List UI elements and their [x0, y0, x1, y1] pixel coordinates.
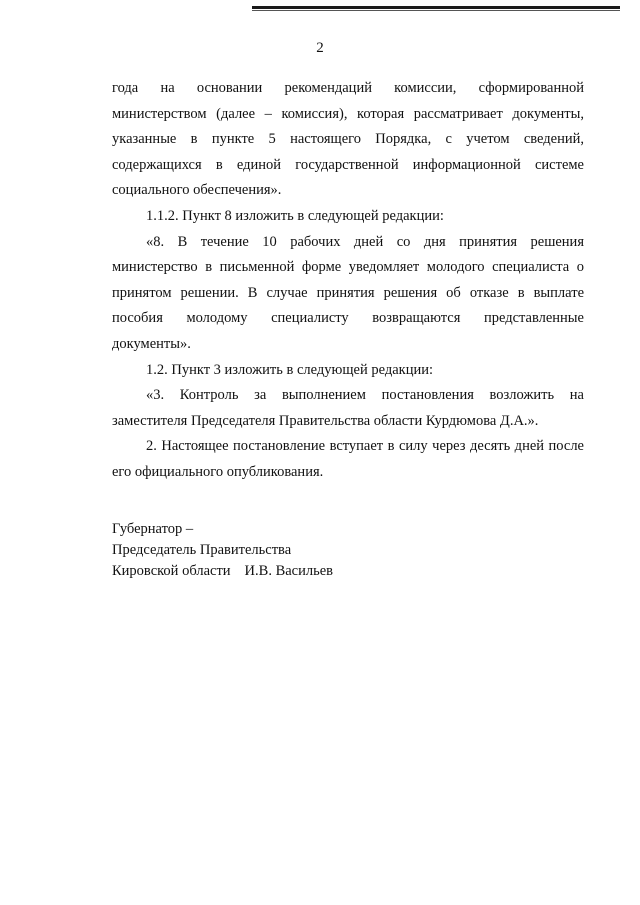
signature-title-governor: Губернатор –: [112, 521, 194, 537]
signature-block: [112, 519, 333, 582]
paragraph-point-3: «3. Контроль за выполнением постановления возложить на заместителя Председателя Правительства области Курдюмова Д.А.».: [112, 387, 584, 429]
paragraph-continuation: года на основании рекомендаций комиссии, сформированной министерством (далее – комиссия), которая рассматривает документы, указанные в пункте 5 настоящего Порядка, с учетом сведений, содержащихся в единой государственной информационной системе социального обеспечения».: [112, 80, 584, 199]
header-rule: [252, 6, 620, 9]
document-body: [112, 76, 584, 486]
signature-title-chairman: Председатель Правительства: [112, 542, 292, 558]
paragraph-clause-1-1-2: 1.1.2. Пункт 8 изложить в следующей редакции:: [146, 207, 444, 224]
page-number: 2: [316, 40, 324, 56]
signature-region: Кировской области: [112, 563, 231, 579]
signatory-name: И.В. Васильев: [244, 563, 333, 579]
signature-region-line: [112, 561, 333, 582]
paragraph-clause-1-2: 1.2. Пункт 3 изложить в следующей редакции:: [146, 361, 434, 378]
paragraph-effective-date: 2. Настоящее постановление вступает в силу через десять дней после его официального опубликования.: [112, 438, 584, 480]
paragraph-point-8: «8. В течение 10 рабочих дней со дня принятия решения министерство в письменной форме уведомляет молодого специалиста о принятом решении. В случае принятия решения об отказе в выплате пособия молодому специалисту возвращаются представленные документы».: [112, 233, 584, 352]
header-rule-thin: [252, 10, 620, 11]
